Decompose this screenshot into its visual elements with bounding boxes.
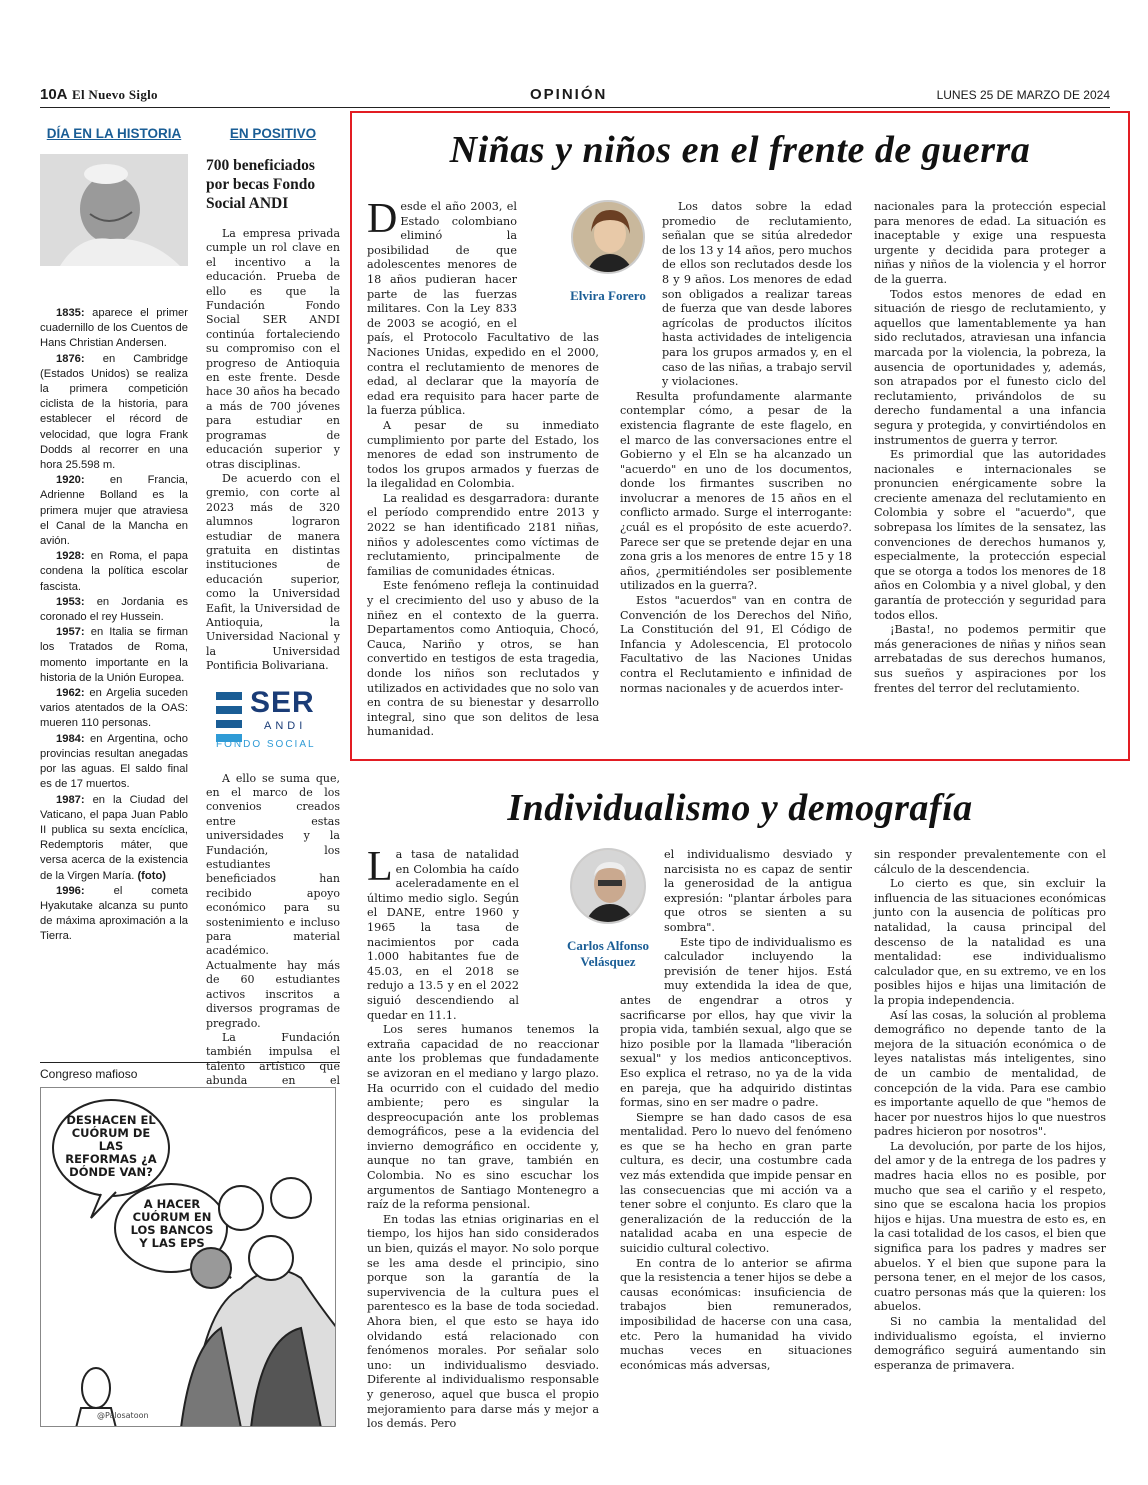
article-2-col-2 xyxy=(620,848,852,1373)
cartoon-bubble-1: DESHACEN EL CUÓRUM DE LAS REFORMAS ¿A DÓNDE VAN? xyxy=(65,1113,157,1179)
article-2-title: Individualismo y demografía xyxy=(507,787,973,829)
article-2-col-3 xyxy=(874,848,1106,1373)
logo-ser: SER xyxy=(250,685,315,719)
paragraph: La devolución, por parte de los hijos, del amor y de la entrega de los padres y madres hacia ellos no es posible, por mucho que sea el cariño y el respeto, sino que se escalona hacia los propios hijos e hijas. Una muestra de esto es, en la casi totalidad de los casos, el bien que significa para los padres y madres ser abuelos. Y el bien que supone para la persona tener, en el mejor de los casos, cuatro personas más que la quieren: los abuelos. xyxy=(874,1139,1106,1314)
history-text: en Cambridge (Estados Unidos) se realiza la primera competición ciclista de la historia, para establecer el récord de velocidad, que logra Frank Dodds al recorrer en una hora 25.598 m. xyxy=(40,352,188,472)
paper-name: El Nuevo Siglo xyxy=(72,87,158,102)
article-1-col-3 xyxy=(874,200,1106,696)
history-item xyxy=(40,306,188,352)
history-item xyxy=(40,352,188,474)
article-1-dropcap: D xyxy=(367,196,398,242)
paragraph: Así las cosas, la solución al problema demográfico no depende tanto de la mejora de la situación económica o de leyes natalistas más inteligentes, sino de un cambio de mentalidad, de concepción de la vida. Para ese cambio es importante aquello de que "hemos de hacer por nuestros hijos lo que nuestros padres hicieron por nosotros". xyxy=(874,1008,1106,1139)
history-text: aparece el primer cuadernillo de los Cuentos de Hans Christian Andersen. xyxy=(40,307,188,350)
paragraph: En todas las etnias originarias en el tiempo, los hijos han sido considerados un bien, quizás el mayor. No solo porque se les ama desde el principio, sino porque son la garantía de la supervivencia de la cultura pues el parentesco es la base de toda sociedad. Ahora bien, el que esto se haya ido olvidando está relacionado con fenómenos morales. Por señalar solo uno: un individualismo desviado. Diferente al individualismo responsable y generoso, aquel que busca el propio mejoramiento para darse más y mejor a los demás. Pero xyxy=(367,1212,599,1431)
paragraph: a tasa de natalidad en Colombia ha caído aceleradamente en el último medio siglo. Según el DANE, entre 1960 y 1965 la tasa de nacimientos por cada 1.000 habitantes fue de 45.03, en el 2018 se redujo a 13.5 y en el 2022 siguió descendiendo al quedar en 11.1. xyxy=(367,848,519,1022)
paragraph: Siempre se han dado casos de esa mentalidad. Pero lo nuevo del fenómeno es que se ha hecho en gran parte cultura, es decir, una costumbre cada vez más extendida que impide pensar en las consecuencias que mi acción va a tener sobre el conjunto. Es claro que la generalización de la reducción de la natalidad acaba en una especie de suicidio cultural colectivo. xyxy=(620,1110,852,1256)
history-item xyxy=(40,884,188,945)
photo-note: (foto) xyxy=(137,869,167,882)
history-item xyxy=(40,732,188,793)
page-number: 10A xyxy=(40,86,68,103)
positive-text-bottom xyxy=(206,772,340,1103)
ser-logo-icon xyxy=(216,692,246,742)
paragraph: Este tipo de individualismo es calculador incluyendo la previsión de tener hijos. Está muy extendida la idea de que, antes de engendrar a otros y sacrificarse por ellos, hay que vivir la propia vida, también sexual, algo que se hizo posible por la llamada "liberación sexual" y los medios anticonceptivos. Eso explica el retraso, no ya de la vida en pareja, que ha adquirido distintas formas, sino en ser madre o padre. xyxy=(620,935,852,1110)
history-item xyxy=(40,595,188,625)
paragraph: Los datos sobre la edad promedio de reclutamiento, señalan que se sitúa alrededor de los 13 y 14 años, pero muchos de ellos son reclutados desde los 8 y 9 años. Los menores de edad son obligados a realizar tareas de fuerza que van desde labores agrícolas de productos ilícitos hasta actividades de inteligencia para los grupos armados y, en el caso de las niñas, a trabajo servil y violaciones. xyxy=(662,200,852,389)
cartoon-block xyxy=(40,1062,340,1427)
history-text: en la Ciudad del Vaticano, el papa Juan Pablo II publica su sexta encíclica, Redemptoris máter, que versa acerca de la existencia de la Virgen María. xyxy=(40,793,188,882)
author-2-name: Carlos Alfonso Velásquez xyxy=(567,938,649,969)
cartoon-bubble-2: A HACER CUÓRUM EN LOS BANCOS Y LAS EPS xyxy=(130,1197,214,1250)
positive-kicker: EN POSITIVO xyxy=(229,126,317,141)
logo-fondo: FONDO SOCIAL xyxy=(216,738,316,750)
history-year: 1928: xyxy=(56,550,85,563)
history-column xyxy=(40,126,188,945)
issue-date: LUNES 25 DE MARZO DE 2024 xyxy=(936,88,1110,102)
history-year: 1996: xyxy=(56,884,85,897)
section-title: OPINIÓN xyxy=(530,86,608,103)
history-item xyxy=(40,686,188,732)
cartoon-image xyxy=(40,1087,336,1427)
paragraph: esde el año 2003, el Estado colombiano eliminó la posibilidad de que adolescentes menores de 18 años pudieran hacer parte de las fuerzas militares. Con la Ley 833 de 2003 se acogió, en el país, el Protocolo Facultativo de las Naciones Unidas, expedido en el 2000, contra el reclutamiento de menores de edad, al declarar que la mayoría de edad era requisito para hacer parte de la fuerza pública. xyxy=(367,200,599,418)
history-item xyxy=(40,549,188,595)
history-text: en Italia se firman los Tratados de Roma, momento importante en la historia de la Unión Europea. xyxy=(40,626,188,684)
paragraph: A pesar de su inmediato cumplimiento por parte del Estado, los menores de edad son instrumento de todos los grupos armados y fuerzas de la ilegalidad en Colombia. xyxy=(367,418,599,491)
article-1-title: Niñas y niños en el frente de guerra xyxy=(449,129,1031,171)
paragraph: nacionales para la protección especial para menores de edad. La situación es inaceptable y exige una respuesta urgente y decidida para proteger a niñas y niños de la violencia y el horror de la guerra. xyxy=(874,200,1106,286)
history-item xyxy=(40,473,188,549)
logo-andi: ANDI xyxy=(264,719,307,732)
paragraph: Este fenómeno refleja la continuidad y el crecimiento del uso y abuso de la niñez en el contexto de la guerra. Departamentos como Antioquia, Chocó, Cauca, Nariño y otros, se han convertido en testigos de esta tragedia, donde los niños son reclutados y utilizados en actividades que no solo van en contra de su bienestar y desarrollo integral, sino que son delitos de lesa humanidad. xyxy=(367,579,599,739)
pope-photo-icon xyxy=(40,154,188,266)
paragraph: Resulta profundamente alarmante contemplar cómo, a pesar de la existencia flagrante de este flagelo, en el marco de las conversaciones entre el Gobierno y el Eln se ha alcanzado un "acuerdo" en uno de los documentos, donde los firmantes suscriben no involucrar a menores de 15 años en el conflicto armado. Surge el interrogante: ¿cuál es el propósito de este acuerdo?. Parece ser que se pretende dejar en una zona gris a los menores de entre 15 y 18 años, ¿permitiéndoles ser posiblemente utilizados en la guerra?. xyxy=(620,389,852,593)
history-text: en Argelia suceden varios atentados de la OAS: mueren 110 personas. xyxy=(40,687,188,730)
history-photo xyxy=(40,154,188,266)
paragraph: A ello se suma que, en el marco de los convenios creados entre estas universidades y la Fundación, los estudiantes beneficiados han recibido apoyo económico para su sostenimiento e incluso para material académico. Actualmente hay más de 60 estudiantes activos inscritos a diversos programas de pregrado. xyxy=(206,771,340,1030)
history-year: 1962: xyxy=(56,687,85,700)
history-text: el cometa Hyakutake alcanza su punto de máxima aproximación a la Tierra. xyxy=(40,884,188,943)
history-year: 1987: xyxy=(56,793,85,806)
history-text: en Roma, el papa condena la política escolar fascista. xyxy=(40,550,188,593)
paragraph: La realidad es desgarradora: durante el período comprendido entre 2013 y 2022 se han identificado 2181 niñas, niños y adolescentes como víctimas de reclutamiento, principalmente de familias de comunidades étnicas. xyxy=(367,491,599,578)
history-year: 1835: xyxy=(56,307,85,319)
cartoon-title: Congreso mafioso xyxy=(40,1067,138,1081)
history-text: en Francia, Adrienne Bolland es la primera mujer que atraviesa el Canal de la Mancha en avión. xyxy=(40,474,188,548)
positive-column xyxy=(206,126,340,1103)
paragraph: La Fundación también impulsa el talento artístico que abunda en el xyxy=(206,1030,340,1088)
paragraph: La empresa privada cumple un rol clave en el incentivo a la educación. Prueba de ello es que la Fundación Fondo Social SER ANDI continúa fortaleciendo su compromiso con el progreso de Antioquia en este frente. Desde hace 30 años ha becado a más de 700 jóvenes para estudiar en programas de educación superior y otras disciplinas. xyxy=(206,227,340,471)
paragraph: Todos estos menores de edad en situación de riesgo de reclutamiento, y aquellos que lamentablemente ya han sido reclutados, atraviesan una infancia marcada por la violencia, la pobreza, la ausencia de oportunidades y, además, son atrapados por el funesto ciclo del reclutamiento, privándolos de su derecho fundamental a una infancia segura y protegida, y convirtiéndolos en instrumentos de guerra y terror. xyxy=(874,287,1106,447)
history-year: 1876: xyxy=(56,352,85,365)
paragraph: Estos "acuerdos" van en contra de Convención de los Derechos del Niño, La Constitución del 91, El Código de Infancia y Adolescencia, El protocolo Facultativo de las Naciones Unidas contra el Reclutamiento e infinidad de normas nacionales y de acuerdos inter- xyxy=(620,594,852,695)
author-1-spacer-2 xyxy=(620,200,662,388)
paragraph: el individualismo desviado y narcisista no es capaz de sentir la generosidad de la antigua expresión: "plantar árboles para que otros se sienten a su sombra". xyxy=(664,848,852,934)
history-year: 1957: xyxy=(56,626,85,639)
paragraph: Lo cierto es que, sin excluir la influencia de las situaciones económicas junto con la ausencia de políticas pro natalidad, la causa principal del descenso de la natalidad es una mentalidad: ese individualismo calculador que, en su extremo, ve en los posibles hijos e hijas una limitación de la propia independencia. xyxy=(874,877,1106,1007)
positive-headline: 700 beneficiados por becas Fondo Social ANDI xyxy=(206,157,316,212)
page-header xyxy=(40,86,1110,108)
history-item xyxy=(40,625,188,686)
paragraph: sin responder prevalentemente con el cálculo de la descendencia. xyxy=(874,848,1106,876)
article-2-dropcap: L xyxy=(367,844,393,890)
history-year: 1953: xyxy=(56,595,85,608)
history-year: 1920: xyxy=(56,474,85,487)
ser-andi-logo xyxy=(206,686,340,756)
paragraph: Los seres humanos tenemos la extraña capacidad de no reaccionar ante los problemas que fundadamente se avizoran en el mediano y largo plazo. Ha ocurrido con el cuidado del medio ambiente; pero es singular la despreocupación ante los problemas demográficos, pese a la evidencia del invierno demográfico en occidente y, aunque no tan grave, también en Colombia. No es sino escuchar los argumentos de Santiago Montenegro a raíz de la reforma pensional. xyxy=(367,1023,599,1212)
cartoon-credit: @Palosatoon xyxy=(97,1411,149,1420)
paragraph: Si no cambia la mentalidad del individualismo egoísta, el invierno demográfico seguirá aumentando sin esperanza de primavera. xyxy=(874,1315,1106,1372)
history-item xyxy=(40,793,188,884)
paragraph: En contra de lo anterior se afirma que la resistencia a tener hijos se debe a causas económicas: insuficiencia de trabajos bien remunerados, imposibilidad de hacerse con una casa, etc. Pero la humanidad ha vivido muchas veces en situaciones económicas más adversas, xyxy=(620,1256,852,1372)
paragraph: De acuerdo con el gremio, con corte al 2023 más de 320 alumnos lograron estudiar de manera gratuita en distintas instituciones de educación superior, como la Universidad Eafit, la Universidad de Antioquia, la Universidad Nacional y la Universidad Pontificia Bolivariana. xyxy=(206,471,340,673)
history-list xyxy=(40,306,188,945)
author-2-spacer-2 xyxy=(620,848,664,980)
paragraph: ¡Basta!, no podemos permitir que más generaciones de niñas y niños sean arrebatadas de sus derechos humanos, sus sueños y aspiraciones por los frentes del terror del reclutamiento. xyxy=(874,623,1106,695)
history-text: en Argentina, ocho provincias resultan anegadas por las aguas. El saldo final es de 17 muertos. xyxy=(40,732,188,791)
positive-text-top xyxy=(206,227,340,674)
history-year: 1984: xyxy=(56,732,85,745)
article-1-col-2 xyxy=(620,200,852,696)
author-1-name: Elvira Forero xyxy=(570,288,646,303)
paragraph: Es primordial que las autoridades nacionales e internacionales se pronuncien enérgicamente sobre la creciente amenaza del reclutamiento en Colombia y sobre el "acuerdo", que sobrepasa los límites de la sensatez, las convenciones de derechos humanos y, especialmente, la protección especial que se otorga a todos los menores de 18 años en Colombia y a nivel global, y den garantía de protección y seguridad para todos ellos. xyxy=(874,448,1106,622)
history-text: en Jordania es coronado el rey Hussein. xyxy=(40,595,188,624)
history-kicker: DÍA EN LA HISTORIA xyxy=(46,126,182,141)
